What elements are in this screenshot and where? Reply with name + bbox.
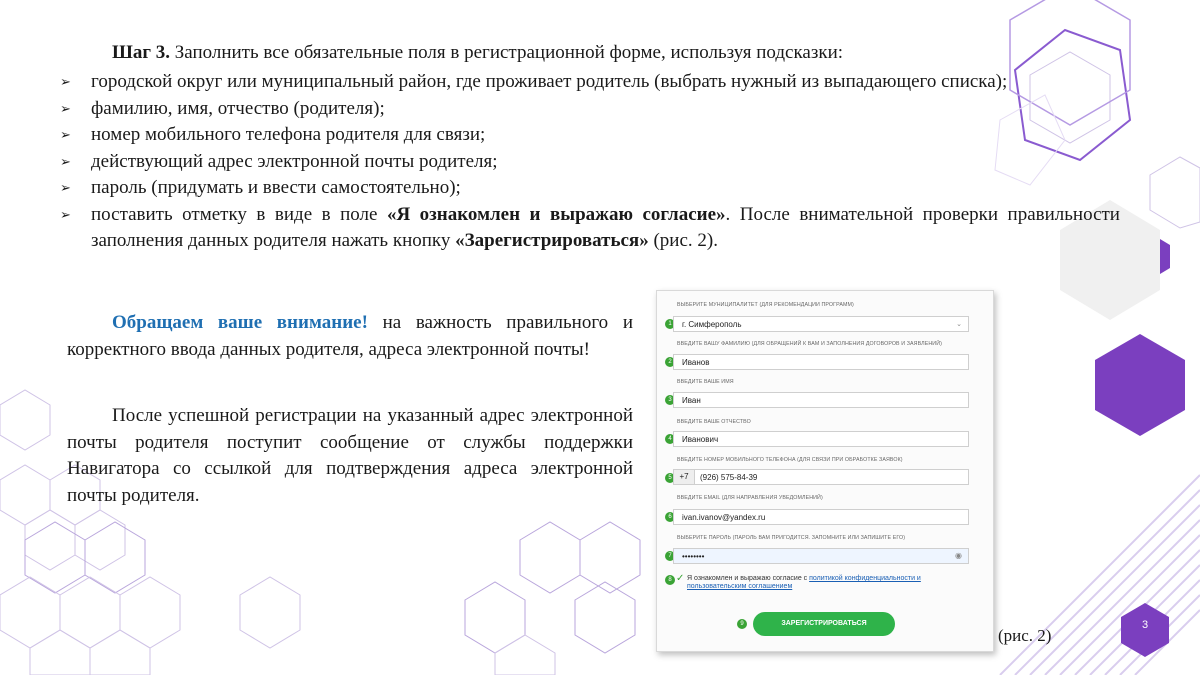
after-registration-paragraph: После успешной регистрации на указанный адрес электронной почты родителя поступит сообщение от службы поддержки Навигатора со ссылкой для подтверждения адреса электронной почты родителя. xyxy=(67,405,633,506)
bullet-text: действующий адрес электронной почты родителя; xyxy=(91,150,498,172)
bullet-text: (рис. 2). xyxy=(648,230,718,251)
bullet-text: фамилию, имя, отчество (родителя); xyxy=(91,97,385,119)
eye-icon[interactable]: ◉ xyxy=(955,551,962,560)
step-badge: 6 xyxy=(665,512,675,522)
step-badge: 1 xyxy=(665,319,675,329)
consent-text: Я ознакомлен и выражаю согласие с xyxy=(687,575,810,582)
last-name-input[interactable]: Иванов xyxy=(673,354,969,370)
list-item xyxy=(60,122,1120,149)
step-badge: 7 xyxy=(665,551,675,561)
step-badge: 4 xyxy=(665,434,675,444)
figure-caption: (рис. 2) xyxy=(998,626,1052,645)
bullet-arrow-icon: ➢ xyxy=(60,180,71,195)
field-label: ВВЕДИТЕ НОМЕР МОБИЛЬНОГО ТЕЛЕФОНА (ДЛЯ СВЯЗИ ПРИ ОБРАБОТКЕ ЗАЯВОК) xyxy=(677,457,903,463)
field-label: ВЫБЕРИТЕ ПАРОЛЬ (ПАРОЛЬ ВАМ ПРИГОДИТСЯ. ЗАПОМНИТЕ ИЛИ ЗАПИШИТЕ ЕГО) xyxy=(677,535,906,541)
privacy-policy-link[interactable]: политикой конфиденциальности и пользовательским соглашением xyxy=(687,575,921,590)
bullet-text: пароль (придумать и ввести самостоятельно); xyxy=(91,177,461,198)
register-button[interactable]: ЗАРЕГИСТРИРОВАТЬСЯ xyxy=(753,612,895,636)
consent-field-name: «Я ознакомлен и выражаю согласие» xyxy=(386,203,726,225)
field-label: ВВЕДИТЕ ВАШУ ФАМИЛИЮ (ДЛЯ ОБРАЩЕНИЙ К ВАМ И ЗАПОЛНЕНИЯ ДОГОВОРОВ И ЗАЯВЛЕНИЙ) xyxy=(677,341,942,347)
step-badge: 2 xyxy=(665,357,675,367)
step-badge: 8 xyxy=(665,575,675,585)
step-number: Шаг 3. xyxy=(112,42,170,63)
bullet-arrow-icon: ➢ xyxy=(60,153,71,169)
phone-value: (926) 575-84-39 xyxy=(700,473,758,482)
step-badge: 3 xyxy=(665,395,675,405)
step-badge: 5 xyxy=(665,473,675,483)
country-code: +7 xyxy=(674,470,695,484)
phone-input[interactable] xyxy=(673,469,969,485)
checkmark-icon[interactable]: ✓ xyxy=(676,573,685,584)
bullet-arrow-icon: ➢ xyxy=(60,127,71,142)
list-item xyxy=(60,149,1120,176)
step-title-text: Заполнить все обязательные поля в регистрационной форме, используя подсказки: xyxy=(170,42,844,63)
field-label: ВВЕДИТЕ ВАШЕ ОТЧЕСТВО xyxy=(677,419,751,425)
bullet-text: городской округ или муниципальный район, где проживает родитель (выбрать нужный из выпадающего списка); xyxy=(91,71,1008,92)
password-value: •••••••• xyxy=(682,552,705,561)
email-input[interactable]: ivan.ivanov@yandex.ru xyxy=(673,509,969,525)
page-number: 3 xyxy=(1141,619,1149,631)
municipality-value: г. Симферополь xyxy=(682,320,742,329)
registration-form-screenshot xyxy=(656,290,994,652)
bullet-text: поставить отметку в виде в поле xyxy=(91,203,387,225)
first-name-input[interactable]: Иван xyxy=(673,392,969,408)
field-label: ВВЕДИТЕ ВАШЕ ИМЯ xyxy=(677,379,734,385)
step-heading xyxy=(112,42,843,64)
bullet-text: . После внимательной проверки правильности заполнения данных родителя нажать кнопку xyxy=(91,203,1120,251)
bullet-arrow-icon: ➢ xyxy=(60,206,71,222)
field-label: ВЫБЕРИТЕ МУНИЦИПАЛИТЕТ (ДЛЯ РЕКОМЕНДАЦИИ ПРОГРАММ) xyxy=(677,302,854,308)
chevron-down-icon: ⌄ xyxy=(956,321,962,328)
list-item xyxy=(60,96,1120,123)
instruction-list xyxy=(60,69,1120,255)
list-item xyxy=(60,175,1120,202)
password-input[interactable] xyxy=(673,548,969,564)
list-item xyxy=(60,202,1120,255)
bullet-arrow-icon: ➢ xyxy=(60,74,71,89)
patronymic-input[interactable]: Иванович xyxy=(673,431,969,447)
step-badge: 9 xyxy=(737,619,747,629)
municipality-select[interactable] xyxy=(673,316,969,332)
bullet-arrow-icon: ➢ xyxy=(60,100,71,116)
notice-highlight: Обращаем ваше внимание! xyxy=(112,312,368,333)
bullet-text: номер мобильного телефона родителя для связи; xyxy=(91,124,486,145)
notice-paragraph xyxy=(67,310,633,363)
consent-checkbox-label[interactable] xyxy=(687,575,967,591)
field-label: ВВЕДИТЕ EMAIL (ДЛЯ НАПРАВЛЕНИЯ УВЕДОМЛЕНИЙ) xyxy=(677,495,823,501)
notice-text: на важность правильного и корректного ввода данных родителя, адреса электронной почты! xyxy=(67,312,633,360)
register-button-name: «Зарегистрироваться» xyxy=(455,230,649,251)
list-item xyxy=(60,69,1120,96)
